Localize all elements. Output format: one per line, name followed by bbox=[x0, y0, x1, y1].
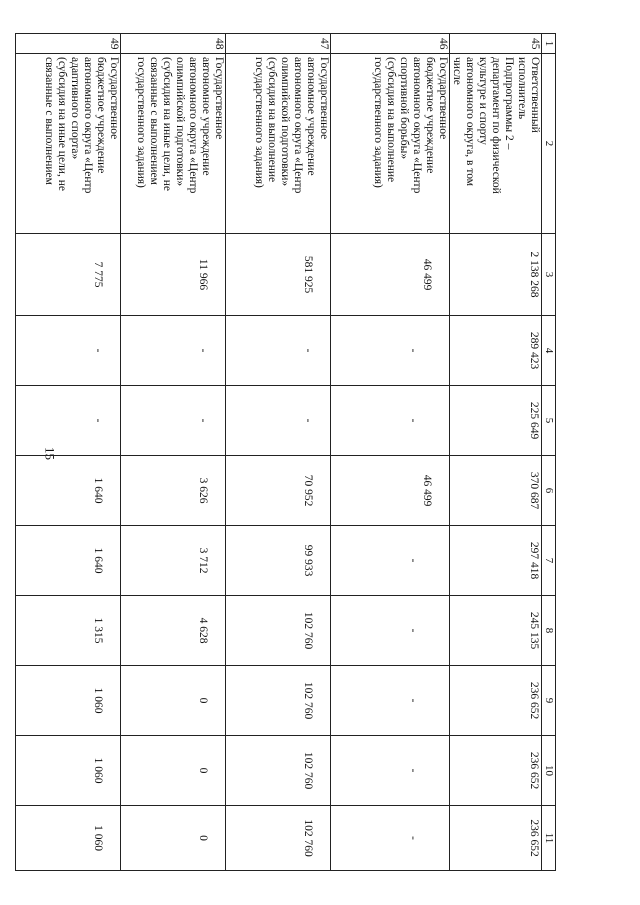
table-cell: - bbox=[16, 386, 121, 456]
description-line: олимпийской подготовки» bbox=[279, 57, 291, 187]
table-cell: 3 712 bbox=[121, 526, 226, 596]
table-cell: 46 499 bbox=[331, 456, 450, 526]
table-cell: 4 628 bbox=[121, 596, 226, 666]
description-line: Государственное bbox=[213, 57, 225, 140]
table-cell: 102 760 bbox=[226, 736, 331, 806]
row-number: 45 bbox=[450, 34, 542, 54]
table-cell: - bbox=[331, 386, 450, 456]
column-header: 5 bbox=[542, 386, 556, 456]
table-row bbox=[226, 34, 331, 871]
column-header: 11 bbox=[542, 806, 556, 871]
table-cell: 102 760 bbox=[226, 666, 331, 736]
table-cell: 7 775 bbox=[16, 234, 121, 316]
table-row bbox=[121, 34, 226, 871]
table-cell: 236 652 bbox=[450, 736, 542, 806]
row-number: 48 bbox=[121, 34, 226, 54]
description-line: (субсидия на выполнение bbox=[385, 57, 397, 183]
description-line: бюджетное учреждение bbox=[424, 57, 436, 174]
description-line: адаптивного спорта» bbox=[69, 57, 81, 160]
budget-table bbox=[15, 33, 556, 871]
description-line: (субсидия на иные цели, не bbox=[161, 57, 173, 191]
table-cell: - bbox=[331, 806, 450, 871]
table-cell: 102 760 bbox=[226, 596, 331, 666]
table-cell: - bbox=[331, 596, 450, 666]
table-cell: 102 760 bbox=[226, 806, 331, 871]
column-header: 4 bbox=[542, 316, 556, 386]
row-description bbox=[121, 54, 226, 234]
table-row bbox=[331, 34, 450, 871]
table-cell: - bbox=[331, 526, 450, 596]
table-cell: 1 060 bbox=[16, 736, 121, 806]
table-cell: 0 bbox=[121, 806, 226, 871]
table-cell: 3 626 bbox=[121, 456, 226, 526]
description-line: Государственное bbox=[318, 57, 330, 140]
row-description bbox=[16, 54, 121, 234]
description-line: автономного округа «Центр bbox=[82, 57, 94, 194]
rotated-table-area bbox=[43, 33, 556, 870]
column-number-row bbox=[542, 34, 556, 871]
description-line: департамент по физической bbox=[490, 57, 502, 194]
column-header: 3 bbox=[542, 234, 556, 316]
description-line: исполнитель bbox=[516, 57, 528, 120]
description-line: государственного задания) bbox=[253, 57, 265, 188]
table-cell: 1 060 bbox=[16, 806, 121, 871]
row-number: 47 bbox=[226, 34, 331, 54]
page-number: 15 bbox=[42, 447, 58, 460]
table-row bbox=[450, 34, 542, 871]
column-header: 2 bbox=[542, 54, 556, 234]
description-line: Государственное bbox=[437, 57, 449, 140]
table-cell: 2 138 268 bbox=[450, 234, 542, 316]
description-line: (субсидия на иные цели, не bbox=[56, 57, 68, 191]
row-description bbox=[331, 54, 450, 234]
description-line: автономное учреждение bbox=[305, 57, 317, 176]
description-line: Ответственный bbox=[529, 57, 541, 133]
table-cell: - bbox=[226, 386, 331, 456]
row-number: 46 bbox=[331, 34, 450, 54]
column-header: 1 bbox=[542, 34, 556, 54]
row-number: 49 bbox=[16, 34, 121, 54]
table-cell: - bbox=[331, 316, 450, 386]
table-cell: - bbox=[16, 316, 121, 386]
table-cell: 370 687 bbox=[450, 456, 542, 526]
table-cell: - bbox=[226, 316, 331, 386]
description-line: числе bbox=[451, 57, 463, 85]
description-line: Государственное bbox=[108, 57, 120, 140]
description-line: Подпрограммы 2 – bbox=[503, 57, 515, 150]
description-line: автономного округа «Центр bbox=[292, 57, 304, 194]
description-line: автономное учреждение bbox=[200, 57, 212, 176]
description-line: связанные с выполнением bbox=[43, 57, 55, 185]
column-header: 6 bbox=[542, 456, 556, 526]
table-cell: 70 952 bbox=[226, 456, 331, 526]
table-cell: 0 bbox=[121, 736, 226, 806]
table-cell: 297 418 bbox=[450, 526, 542, 596]
column-header: 7 bbox=[542, 526, 556, 596]
description-line: олимпийской подготовки» bbox=[174, 57, 186, 187]
description-line: (субсидия на выполнение bbox=[266, 57, 278, 183]
table-cell: - bbox=[121, 386, 226, 456]
table-cell: 1 315 bbox=[16, 596, 121, 666]
table-body bbox=[16, 34, 542, 871]
table-cell: 0 bbox=[121, 666, 226, 736]
description-line: культуре и спорту bbox=[477, 57, 489, 145]
table-cell: 11 966 bbox=[121, 234, 226, 316]
table-cell: 581 925 bbox=[226, 234, 331, 316]
table-cell: 1 060 bbox=[16, 666, 121, 736]
column-header: 10 bbox=[542, 736, 556, 806]
table-cell: 46 499 bbox=[331, 234, 450, 316]
description-line: автономного округа «Центр bbox=[411, 57, 423, 194]
table-row bbox=[16, 34, 121, 871]
row-description bbox=[226, 54, 331, 234]
table-cell: - bbox=[331, 736, 450, 806]
table-cell: 1 640 bbox=[16, 456, 121, 526]
column-header: 8 bbox=[542, 596, 556, 666]
description-line: спортивной борьбы» bbox=[398, 57, 410, 160]
description-line: государственного задания) bbox=[372, 57, 384, 188]
table-cell: 289 423 bbox=[450, 316, 542, 386]
column-header: 9 bbox=[542, 666, 556, 736]
table-cell: - bbox=[121, 316, 226, 386]
table-cell: 245 135 bbox=[450, 596, 542, 666]
table-cell: 236 652 bbox=[450, 666, 542, 736]
table-cell: 1 640 bbox=[16, 526, 121, 596]
description-line: государственного задания) bbox=[135, 57, 147, 188]
description-line: бюджетное учреждение bbox=[95, 57, 107, 174]
table-cell: 236 652 bbox=[450, 806, 542, 871]
table-cell: 225 649 bbox=[450, 386, 542, 456]
table-cell: - bbox=[331, 666, 450, 736]
row-description bbox=[450, 54, 542, 234]
table-cell: 99 933 bbox=[226, 526, 331, 596]
description-line: автономного округа, в том bbox=[464, 57, 476, 187]
description-line: связанные с выполнением bbox=[148, 57, 160, 185]
description-line: автономного округа «Центр bbox=[187, 57, 199, 194]
